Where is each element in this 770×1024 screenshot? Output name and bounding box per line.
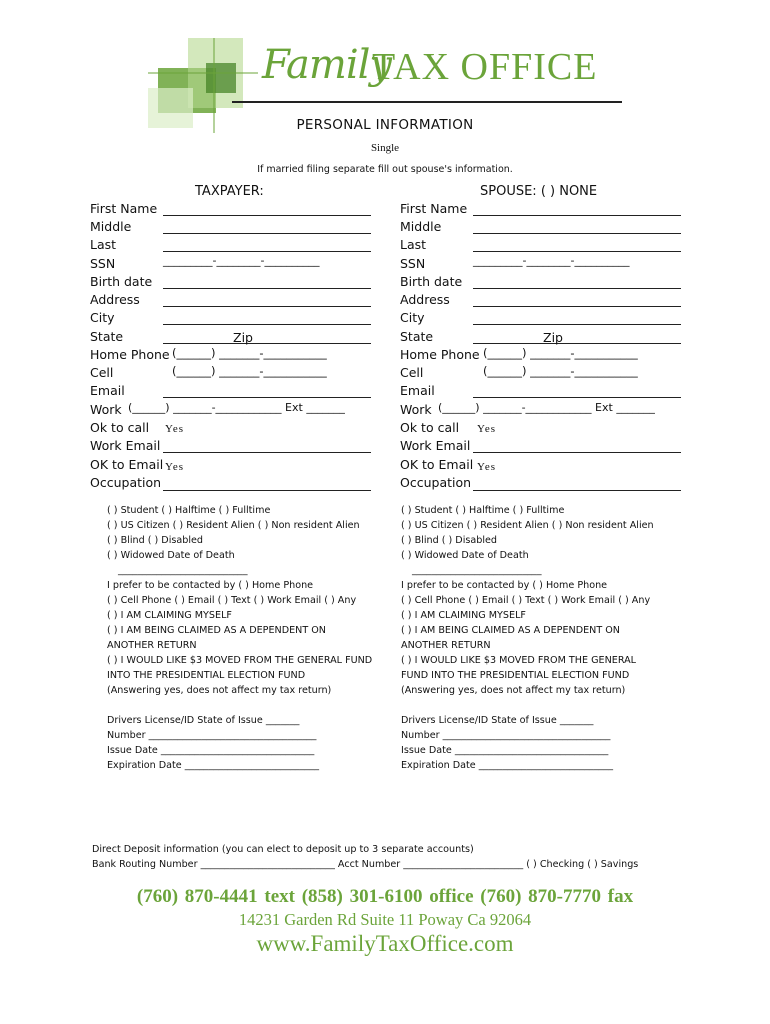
spouse-license-expiration[interactable]: Expiration Date ____________________________	[401, 760, 614, 771]
spouse-occupation-field[interactable]	[473, 490, 681, 491]
spouse-birth-date-label: Birth date	[400, 274, 463, 289]
taxpayer-status-line[interactable]: ( ) I AM BEING CLAIMED AS A DEPENDENT ON	[107, 625, 326, 636]
logo-divider	[232, 101, 622, 103]
spouse-work-field[interactable]: (______) _______-____________ Ext _______	[438, 401, 655, 414]
spouse-first-name-field[interactable]	[473, 215, 681, 216]
spouse-license-state[interactable]: Drivers License/ID State of Issue _______	[401, 715, 594, 726]
taxpayer-address-field[interactable]	[163, 306, 371, 307]
website-link[interactable]: www.FamilyTaxOffice.com	[256, 931, 514, 956]
taxpayer-state-zip-field[interactable]	[163, 343, 371, 344]
spouse-license-issue-date[interactable]: Issue Date ________________________________	[401, 745, 609, 756]
taxpayer-license-number[interactable]: Number ___________________________________	[107, 730, 317, 741]
spouse-cell-label: Cell	[400, 365, 424, 380]
spouse-ok-email-label: OK to Email	[400, 457, 474, 472]
married-note: If married filing separate fill out spouse's information.	[257, 164, 513, 175]
taxpayer-work-field[interactable]: (______) _______-____________ Ext _______	[128, 401, 345, 414]
spouse-state-zip-field[interactable]	[473, 343, 681, 344]
taxpayer-work-email-label: Work Email	[90, 438, 161, 453]
spouse-city-field[interactable]	[473, 324, 681, 325]
taxpayer-occupation-field[interactable]	[163, 490, 371, 491]
spouse-status-line[interactable]: I prefer to be contacted by ( ) Home Phone	[401, 580, 608, 591]
taxpayer-home-phone-label: Home Phone	[90, 347, 170, 362]
filing-status-single: Single	[370, 142, 400, 154]
taxpayer-middle-label: Middle	[90, 219, 132, 234]
taxpayer-email-label: Email	[90, 383, 125, 398]
office-address: 14231 Garden Rd Suite 11 Poway Ca 92064	[238, 910, 532, 929]
spouse-status-line[interactable]: ( ) I AM BEING CLAIMED AS A DEPENDENT ON	[401, 625, 620, 636]
taxpayer-address-label: Address	[90, 292, 140, 307]
taxpayer-status-line[interactable]: ( ) US Citizen ( ) Resident Alien ( ) Non resident Alien	[107, 520, 360, 531]
spouse-state-label: State	[400, 329, 434, 344]
taxpayer-birth-date-label: Birth date	[90, 274, 153, 289]
spouse-status-line[interactable]: ( ) Student ( ) Halftime ( ) Fulltime	[401, 505, 565, 516]
taxpayer-home-phone-field[interactable]: (______) _______-___________	[172, 346, 327, 360]
direct-deposit-fields[interactable]: Bank Routing Number ____________________________ Acct Number _________________________ ( ) Checking ( ) Savings	[92, 859, 639, 870]
taxpayer-city-label: City	[90, 310, 115, 325]
taxpayer-ssn-field[interactable]: _________-________-__________	[163, 254, 320, 267]
taxpayer-state-label: State	[90, 329, 124, 344]
direct-deposit-note: Direct Deposit information (you can elect to deposit up to 3 separate accounts)	[92, 844, 474, 855]
taxpayer-date-of-death-field[interactable]: ___________________________	[118, 565, 248, 576]
spouse-home-phone-label: Home Phone	[400, 347, 480, 362]
spouse-ssn-field[interactable]: _________-________-__________	[473, 254, 630, 267]
spouse-work-label: Work	[400, 402, 432, 417]
taxpayer-status-line[interactable]: ( ) Cell Phone ( ) Email ( ) Text ( ) Work Email ( ) Any	[107, 595, 357, 606]
spouse-status-line[interactable]: ( ) I WOULD LIKE $3 MOVED FROM THE GENERAL	[401, 655, 637, 666]
taxpayer-first-name-field[interactable]	[163, 215, 371, 216]
spouse-status-note: (Answering yes, does not affect my tax return)	[401, 685, 626, 696]
contact-phones: (760) 870-4441 text (858) 301-6100 office (760) 870-7770 fax	[136, 886, 634, 907]
spouse-city-label: City	[400, 310, 425, 325]
taxpayer-status-line[interactable]: I prefer to be contacted by ( ) Home Phone	[107, 580, 314, 591]
taxpayer-status-line: ANOTHER RETURN	[107, 640, 197, 651]
spouse-work-email-label: Work Email	[400, 438, 471, 453]
taxpayer-ssn-label: SSN	[90, 256, 116, 271]
taxpayer-heading: TAXPAYER:	[195, 184, 264, 199]
spouse-address-field[interactable]	[473, 306, 681, 307]
spouse-status-line[interactable]: ( ) I AM CLAIMING MYSELF	[401, 610, 526, 621]
taxpayer-middle-field[interactable]	[163, 233, 371, 234]
taxpayer-email-field[interactable]	[163, 397, 371, 398]
taxpayer-ok-email-label: OK to Email	[90, 457, 164, 472]
taxpayer-last-field[interactable]	[163, 251, 371, 252]
taxpayer-cell-label: Cell	[90, 365, 114, 380]
spouse-ok-call-value[interactable]: Yes	[477, 423, 497, 435]
taxpayer-status-line[interactable]: ( ) Student ( ) Halftime ( ) Fulltime	[107, 505, 271, 516]
taxpayer-ok-call-label: Ok to call	[90, 420, 150, 435]
spouse-status-line[interactable]: ( ) Blind ( ) Disabled	[401, 535, 497, 546]
spouse-home-phone-field[interactable]: (______) _______-___________	[483, 346, 638, 360]
taxpayer-license-state[interactable]: Drivers License/ID State of Issue _______	[107, 715, 300, 726]
taxpayer-city-field[interactable]	[163, 324, 371, 325]
spouse-status-line: FUND INTO THE PRESIDENTIAL ELECTION FUND	[401, 670, 630, 681]
spouse-middle-field[interactable]	[473, 233, 681, 234]
spouse-first-name-label: First Name	[400, 201, 468, 216]
taxpayer-status-line[interactable]: ( ) Widowed Date of Death	[107, 550, 235, 561]
taxpayer-zip-label: Zip	[233, 330, 253, 345]
logo-family-text: Family	[262, 42, 391, 88]
spouse-last-label: Last	[400, 237, 427, 252]
spouse-status-line[interactable]: ( ) Cell Phone ( ) Email ( ) Text ( ) Work Email ( ) Any	[401, 595, 651, 606]
taxpayer-license-expiration[interactable]: Expiration Date ____________________________	[107, 760, 320, 771]
taxpayer-cell-field[interactable]: (______) _______-___________	[172, 364, 327, 378]
taxpayer-ok-call-value[interactable]: Yes	[165, 423, 185, 435]
spouse-last-field[interactable]	[473, 251, 681, 252]
spouse-heading: SPOUSE: ( ) NONE	[480, 184, 598, 199]
taxpayer-work-email-field[interactable]	[163, 452, 371, 453]
spouse-occupation-label: Occupation	[400, 475, 472, 490]
spouse-email-label: Email	[400, 383, 435, 398]
spouse-email-field[interactable]	[473, 397, 681, 398]
taxpayer-occupation-label: Occupation	[90, 475, 162, 490]
taxpayer-license-issue-date[interactable]: Issue Date ________________________________	[107, 745, 315, 756]
taxpayer-ok-email-value[interactable]: Yes	[165, 461, 185, 473]
spouse-work-email-field[interactable]	[473, 452, 681, 453]
taxpayer-status-line[interactable]: ( ) I WOULD LIKE $3 MOVED FROM THE GENERAL FUND	[107, 655, 373, 666]
spouse-status-line[interactable]: ( ) Widowed Date of Death	[401, 550, 529, 561]
spouse-address-label: Address	[400, 292, 450, 307]
spouse-middle-label: Middle	[400, 219, 442, 234]
spouse-date-of-death-field[interactable]: ___________________________	[412, 565, 542, 576]
spouse-ok-call-label: Ok to call	[400, 420, 460, 435]
spouse-cell-field[interactable]: (______) _______-___________	[483, 364, 638, 378]
taxpayer-status-line[interactable]: ( ) Blind ( ) Disabled	[107, 535, 203, 546]
taxpayer-last-label: Last	[90, 237, 117, 252]
spouse-status-line: ANOTHER RETURN	[401, 640, 491, 651]
spouse-zip-label: Zip	[543, 330, 563, 345]
taxpayer-first-name-label: First Name	[90, 201, 158, 216]
taxpayer-status-note: (Answering yes, does not affect my tax return)	[107, 685, 332, 696]
logo-tax-office-text: TAX OFFICE	[372, 46, 598, 88]
spouse-status-line[interactable]: ( ) US Citizen ( ) Resident Alien ( ) Non resident Alien	[401, 520, 654, 531]
taxpayer-work-label: Work	[90, 402, 122, 417]
page-title: PERSONAL INFORMATION	[296, 117, 474, 133]
taxpayer-birth-date-field[interactable]	[163, 288, 371, 289]
taxpayer-status-line: INTO THE PRESIDENTIAL ELECTION FUND	[107, 670, 306, 681]
spouse-birth-date-field[interactable]	[473, 288, 681, 289]
spouse-ok-email-value[interactable]: Yes	[477, 461, 497, 473]
spouse-license-number[interactable]: Number ___________________________________	[401, 730, 611, 741]
taxpayer-status-line[interactable]: ( ) I AM CLAIMING MYSELF	[107, 610, 232, 621]
spouse-ssn-label: SSN	[400, 256, 426, 271]
